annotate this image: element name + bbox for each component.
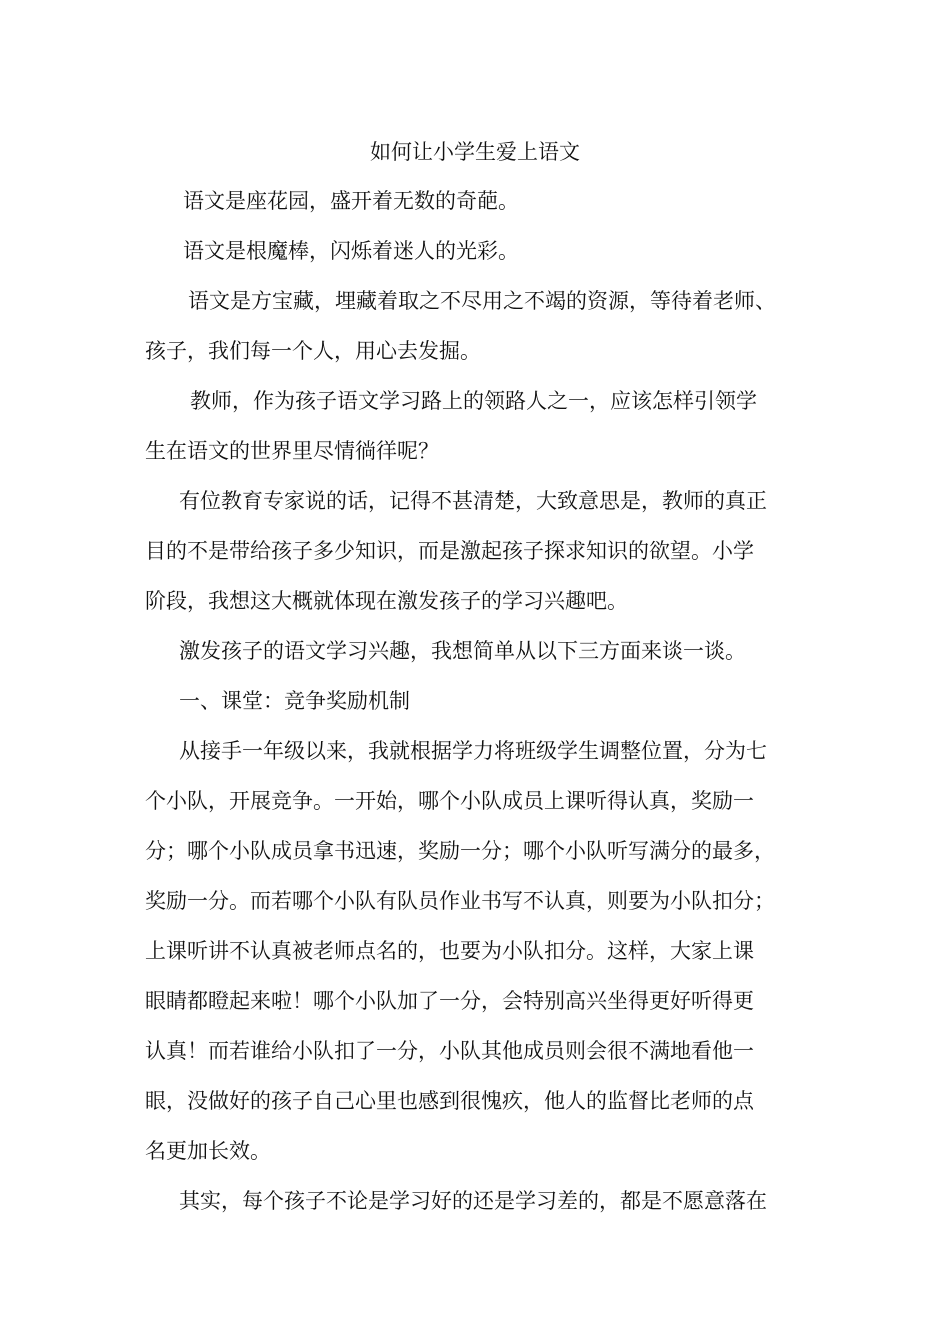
paragraph-line: 认真！而若谁给小队扣了一分，小队其他成员则会很不满地看他一 [145,1039,754,1063]
paragraph-line: 眼睛都瞪起来啦！哪个小队加了一分，会特别高兴坐得更好听得更 [145,989,754,1013]
paragraph-line: 阶段，我想这大概就体现在激发孩子的学习兴趣吧。 [145,589,628,613]
paragraph-line: 语文是座花园，盛开着无数的奇葩。 [183,189,519,213]
paragraph-line: 语文是根魔棒，闪烁着迷人的光彩。 [183,239,519,263]
document-title: 如何让小学生爱上语文 [370,140,580,164]
paragraph-line: 生在语文的世界里尽情徜徉呢？ [145,439,439,463]
paragraph-line: 教师，作为孩子语文学习路上的领路人之一，应该怎样引领学 [190,389,757,413]
paragraph-line: 激发孩子的语文学习兴趣，我想简单从以下三方面来谈一谈。 [179,639,746,663]
paragraph-line: 孩子，我们每一个人，用心去发掘。 [145,339,481,363]
paragraph-line: 上课听讲不认真被老师点名的，也要为小队扣分。这样，大家上课 [145,939,754,963]
paragraph-line: 分；哪个小队成员拿书迅速，奖励一分；哪个小队听写满分的最多， [145,839,775,863]
section-heading: 一、课堂：竞争奖励机制 [179,689,410,713]
paragraph-line: 其实，每个孩子不论是学习好的还是学习差的，都是不愿意落在 [179,1189,767,1213]
document-body [145,182,825,1232]
paragraph-line: 从接手一年级以来，我就根据学力将班级学生调整位置，分为七 [179,739,767,763]
paragraph-line: 目的不是带给孩子多少知识，而是激起孩子探求知识的欲望。小学 [145,539,754,563]
paragraph-line: 个小队，开展竞争。一开始，哪个小队成员上课听得认真，奖励一 [145,789,754,813]
paragraph-line: 眼，没做好的孩子自己心里也感到很愧疚，他人的监督比老师的点 [145,1089,754,1113]
paragraph-line: 奖励一分。而若哪个小队有队员作业书写不认真，则要为小队扣分； [145,889,775,913]
paragraph-line: 有位教育专家说的话，记得不甚清楚，大致意思是，教师的真正 [179,489,767,513]
paragraph-line: 名更加长效。 [145,1139,271,1163]
paragraph-line: 语文是方宝藏，埋藏着取之不尽用之不竭的资源，等待着老师、 [188,289,776,313]
